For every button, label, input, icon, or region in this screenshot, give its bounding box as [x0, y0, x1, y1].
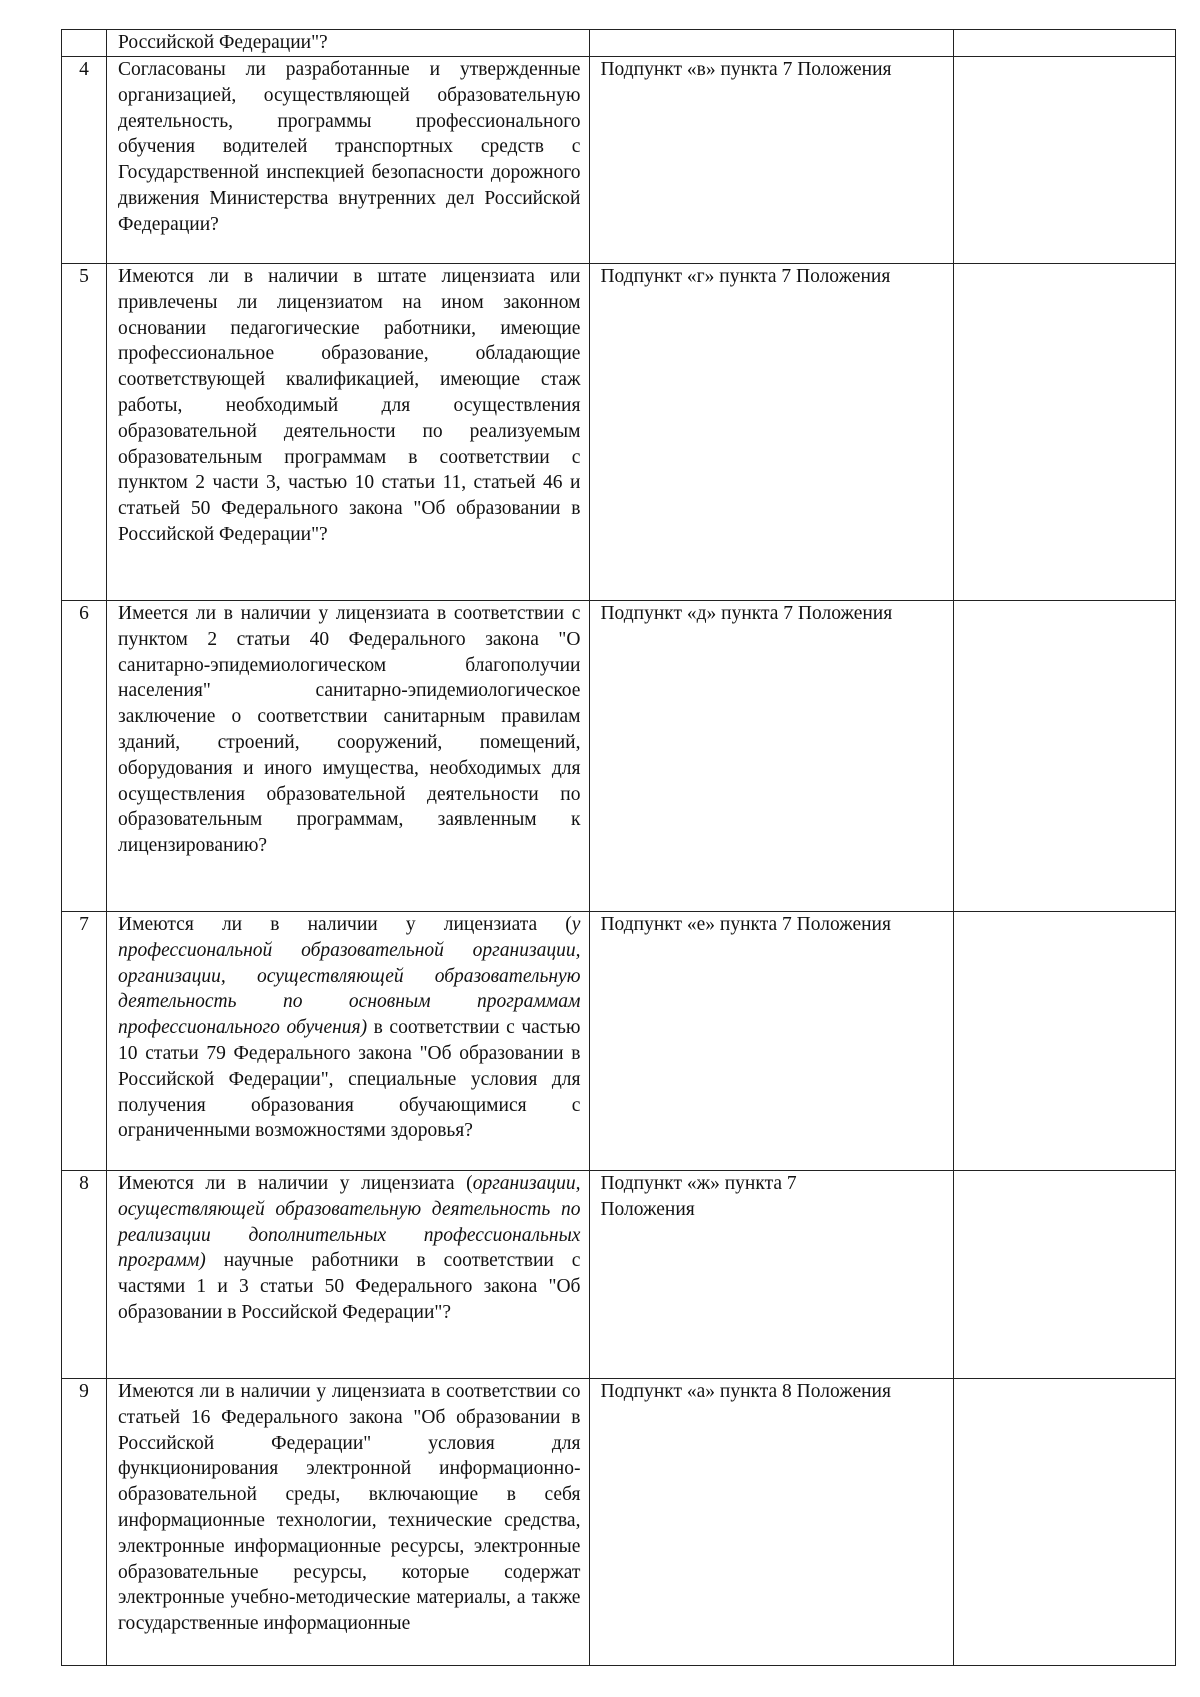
question-text: Имеются ли в наличии в штате лицензиата или привлечены ли лицензиатом на ином законном основании педагогические работники, имеющие профессиональное образование, обладающие соответствующей квалификацией, имеющие стаж работы, необходимый для осуществления образовательной деятельности по реализуемым образовательным программам в соответствии с пунктом 2 части 3, частью 10 статьи 11, статьей 46 и статьей 50 Федерального закона "Об образовании в Российской Федерации"? — [118, 266, 581, 545]
reference-text: Подпункт «г» пункта 7 Положения — [600, 266, 891, 287]
question-text-part: научные работники в соответствии с частями 1 и 3 статьи 50 Федерального закона "Об образовании в Российской Федерации"? — [118, 1250, 581, 1323]
reference-line: Положения — [600, 1198, 695, 1220]
reference-cell — [590, 57, 953, 264]
question-cell — [107, 1379, 590, 1666]
row-number: 8 — [62, 1171, 107, 1379]
reference-cell — [590, 912, 953, 1171]
note-cell — [953, 1379, 1175, 1666]
table-row — [62, 1379, 1176, 1666]
question-cell — [107, 1171, 590, 1379]
table-row — [62, 912, 1176, 1171]
row-number: 9 — [62, 1379, 107, 1666]
checklist-table — [61, 29, 1176, 1666]
reference-text: Подпункт «д» пункта 7 Положения — [600, 603, 893, 624]
question-text-part: в соответствии с частью 10 статьи 79 Федерального закона "Об образовании в Российской Федерации", специальные условия для получения образования обучающимися с ограниченными возможностями здоровья? — [118, 1017, 581, 1142]
table-row — [62, 1171, 1176, 1379]
question-text: Имеются ли в наличии у лицензиата в соответствии со статьей 16 Федерального закона "Об образовании в Российской Федерации" условия для функционирования электронной информационно-образовательной среды, включающие в себя информационные технологии, технические средства, электронные информационные ресурсы, электронные образовательные ресурсы, которые содержат электронные учебно-методические материалы, а также государственные информационные — [118, 1381, 581, 1635]
reference-cell — [590, 30, 953, 57]
table-row-continued — [62, 30, 1176, 57]
reference-cell — [590, 1171, 953, 1379]
note-cell — [953, 264, 1175, 601]
reference-cell — [590, 1379, 953, 1666]
question-cell — [107, 601, 590, 912]
note-cell — [953, 1171, 1175, 1379]
reference-cell — [590, 601, 953, 912]
row-number — [62, 30, 107, 57]
reference-cell — [590, 264, 953, 601]
reference-line: Подпункт «ж» пункта 7 — [600, 1173, 797, 1194]
row-number: 6 — [62, 601, 107, 912]
note-cell — [953, 57, 1175, 264]
question-text-italic: у профессиональной образовательной организации, организации, осуществляющей образовательную деятельность по основным программам профессионального обучения) — [118, 914, 581, 1039]
reference-text — [590, 1171, 952, 1223]
question-text: Согласованы ли разработанные и утвержденные организацией, осуществляющей образовательную деятельность, программы профессионального обучения водителей транспортных средств с Государственной инспекцией безопасности дорожного движения Министерства внутренних дел Российской Федерации? — [118, 59, 581, 235]
question-cell — [107, 912, 590, 1171]
question-cell — [107, 30, 590, 57]
question-text: Имеется ли в наличии у лицензиата в соответствии с пунктом 2 статьи 40 Федерального закона "О санитарно-эпидемиологическом благополучии населения" санитарно-эпидемиологическое заключение о соответствии санитарным правилам зданий, строений, сооружений, помещений, оборудования и иного имущества, необходимых для осуществления образовательной деятельности по образовательным программам, заявленным к лицензированию? — [118, 603, 581, 857]
reference-text: Подпункт «а» пункта 8 Положения — [600, 1381, 891, 1402]
table-row — [62, 601, 1176, 912]
question-text: Российской Федерации"? — [118, 32, 328, 53]
row-number: 7 — [62, 912, 107, 1171]
table-row — [62, 57, 1176, 264]
reference-text: Подпункт «в» пункта 7 Положения — [600, 59, 892, 80]
reference-text: Подпункт «е» пункта 7 Положения — [600, 914, 891, 935]
note-cell — [953, 912, 1175, 1171]
question-text — [107, 1171, 589, 1326]
question-cell — [107, 264, 590, 601]
question-text-part: Имеются ли в наличии у лицензиата ( — [118, 1173, 473, 1194]
row-number: 4 — [62, 57, 107, 264]
question-text — [107, 912, 589, 1144]
question-text-part: Имеются ли в наличии у лицензиата ( — [118, 914, 572, 935]
note-cell — [953, 601, 1175, 912]
note-cell — [953, 30, 1175, 57]
question-text-italic: организации, осуществляющей образовательную деятельность по реализации дополнительных профессиональных программ) — [118, 1173, 581, 1272]
question-cell — [107, 57, 590, 264]
row-number: 5 — [62, 264, 107, 601]
table-row — [62, 264, 1176, 601]
